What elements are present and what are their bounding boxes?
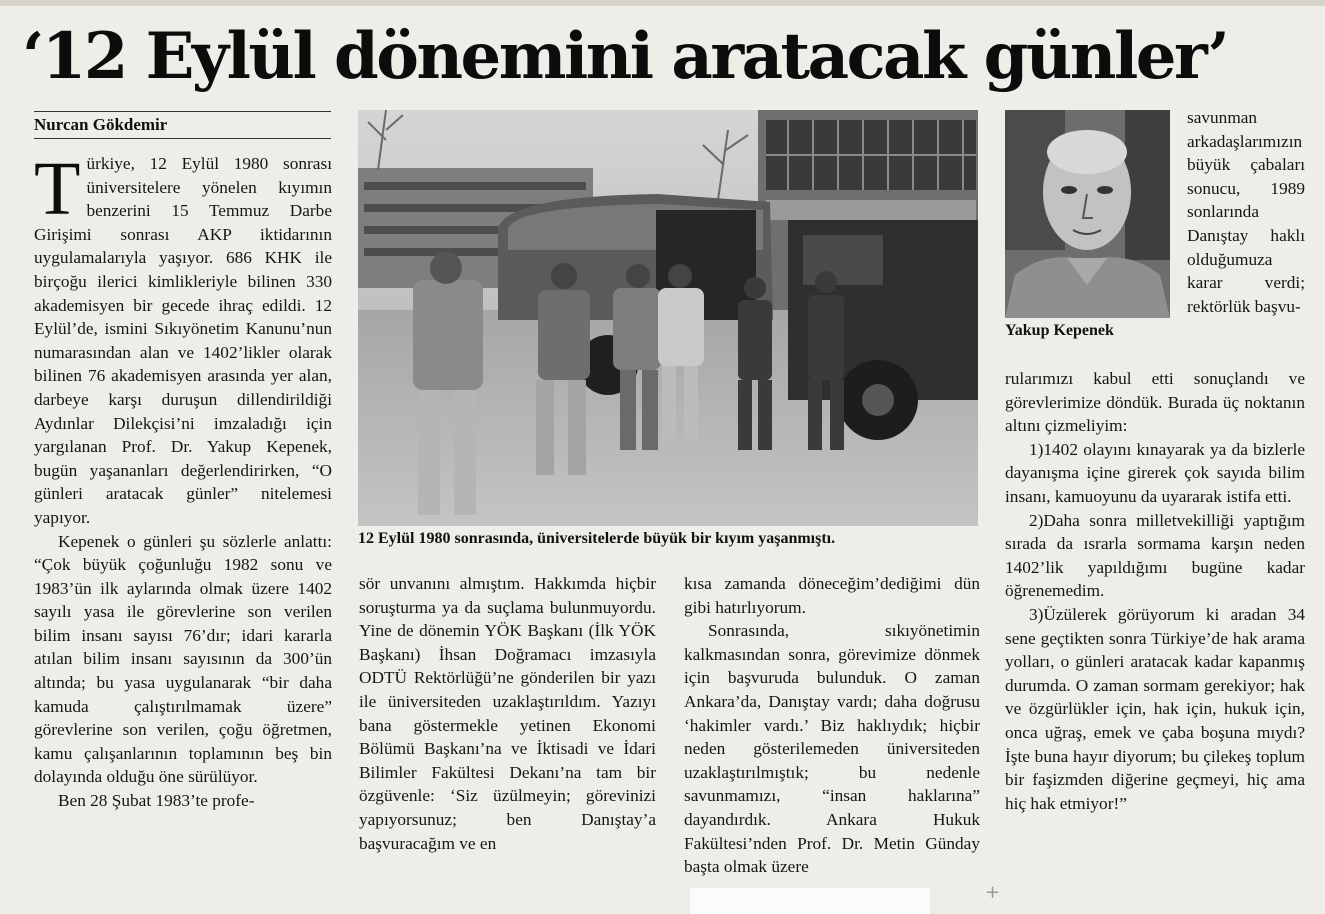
top-rule bbox=[0, 0, 1325, 6]
byline: Nurcan Gökdemir bbox=[34, 115, 168, 134]
lead-paragraph bbox=[34, 147, 332, 530]
article-column-4 bbox=[1005, 367, 1305, 815]
paragraph: 2)Daha sonra milletvekilliği yaptığım sırada da ısrarla sormama karşın neden 1402’lik yapıldığımı bugüne kadar öğrenemedim. bbox=[1005, 510, 1305, 601]
registration-mark: + bbox=[985, 882, 1001, 903]
photo-caption: 12 Eylül 1980 sonrasında, üniversitelerde büyük bir kıyım yaşanmıştı. bbox=[358, 530, 836, 547]
portrait-caption: Yakup Kepenek bbox=[1005, 322, 1114, 339]
paragraph: savunman arkadaşlarımızın büyük çabaları sonucu, 1989 sonlarında Danıştay haklı olduğumuza karar verdi; rektörlük başvu- bbox=[1187, 108, 1305, 316]
paragraph: kısa zamanda döneceğim’dediğimi dün gibi hatırlıyorum. bbox=[684, 574, 980, 617]
main-photo bbox=[358, 110, 978, 526]
yakup-kepenek-portrait-image bbox=[1005, 110, 1170, 318]
paragraph: rularımızı kabul etti sonuçlandı ve görevlerimize döndük. Burada üç noktanın altını çizmeliyim: bbox=[1005, 369, 1305, 436]
paragraph: 3)Üzülerek görüyorum ki aradan 34 sene geçtikten sonra Türkiye’de hak arama yolları, o günleri aratacak kadar kapanmış durumda. O zaman sormam gerekiyor; hak ve özgürlükler için, hak için, hukuk için, onca uğraş, emek ve çaba boşuna mıydı? İşte buna hayır diyorum; bu çilekeş toplum bir faşizmden diğerine geçmeyi, hiç ama hiç hak etmiyor!” bbox=[1005, 604, 1305, 813]
byline-rule-bottom bbox=[34, 138, 331, 139]
headline: ‘12 Eylül dönemini aratacak günler’ bbox=[22, 19, 1228, 94]
paragraph: 1)1402 olayını kınayarak ya da bizlerle dayanışma içine girerek çok sayıda bilim insanı, kamuoyunu da uyararak istifa etti. bbox=[1005, 439, 1305, 506]
article-column-4-top bbox=[1187, 106, 1305, 318]
paragraph: Ben 28 Şubat 1983’te profe- bbox=[58, 791, 255, 811]
soldiers-detaining-academics-image bbox=[358, 110, 978, 526]
lead-text: ürkiye, 12 Eylül 1980 sonrası üniversitelere yönelen kıyımın benzerini 15 Temmuz Darbe Girişimi sonrası AKP iktidarının uygulamalarıyla yaşıyor. 686 KHK ile birçoğu ilerici kimlikleriyle bilinen 330 akademisyen bir gecede ihraç edildi. 12 Eylül’de, ismini Sıkıyönetim Kanunu’nun numarasından alan ve 1402’likler olarak bilinen 76 akademisyen arasında yer alan, darbeye karşı duruşun dillendirildiği Aydınlar Dilekçisi’ni imzaladığı için yargılanan Prof. Dr. Yakup Kepenek, bugün yaşananları değerlendirirken, “O günleri aratacak günler” nitelemesi yapıyor. bbox=[34, 154, 332, 527]
byline-rule-top bbox=[34, 111, 331, 112]
paragraph: Kepenek o günleri şu sözlerle anlattı: “Çok büyük çoğunluğu 1982 sonu ve 1983’ün ilk aylarında olmak üzere 1402 sayılı yasa ile görevlerine son verilen bilim insanı sayısı 76’dır; idari kararla atılan bilim insanı sayısının da 300’ün altında; bu yasa uygulanarak “bir daha kamuda çalıştırılmamak üzere” görevlerine son verilen, çoğu öğretmen, kamu çalışanlarının toplamının beş bin dolayında olduğu öne sürülüyor. bbox=[34, 531, 332, 787]
paragraph: Sonrasında, sıkıyönetimin kalkmasından sonra, görevimize dönmek için başvuruda bulunduk. O zaman Ankara’da, Danıştay vardı; daha doğrusu ‘hakimler vardı.’ Biz haklıydık; hiçbir neden gösterilemeden üniversiteden uzaklaştırılmıştık; bu nedenle savunmamızı, “insan haklarına” dayandırdık. Ankara Hukuk Fakültesi’nden Prof. Dr. Metin Günday başta olmak üzere bbox=[684, 621, 980, 877]
article-column-1 bbox=[34, 147, 332, 813]
redacted-label bbox=[690, 888, 930, 914]
article-column-2 bbox=[359, 572, 656, 855]
portrait-photo bbox=[1005, 110, 1170, 318]
paragraph: sör unvanını almıştım. Hakkımda hiçbir soruşturma ya da suçlama bulunmuyordu. Yine de dönemin YÖK Başkanı (İlk YÖK Başkanı) İhsan Doğramacı imzasıyla ODTÜ Rektörlüğü’ne gönderilen bir yazı ile üniversiteden uzaklaştırıldım. Yazıyı bana göstermekle yetinen Ekonomi Bölümü Başkanı’na ve İktisadi ve İdari Bilimler Fakültesi Dekanı’na tam bir özgüvenle: ‘Siz üzülmeyin; görevinizi yapıyorsunuz; ben Danıştay’a başvuracağım ve en bbox=[359, 574, 656, 853]
drop-cap: T bbox=[34, 147, 81, 231]
article-column-3 bbox=[684, 572, 980, 879]
